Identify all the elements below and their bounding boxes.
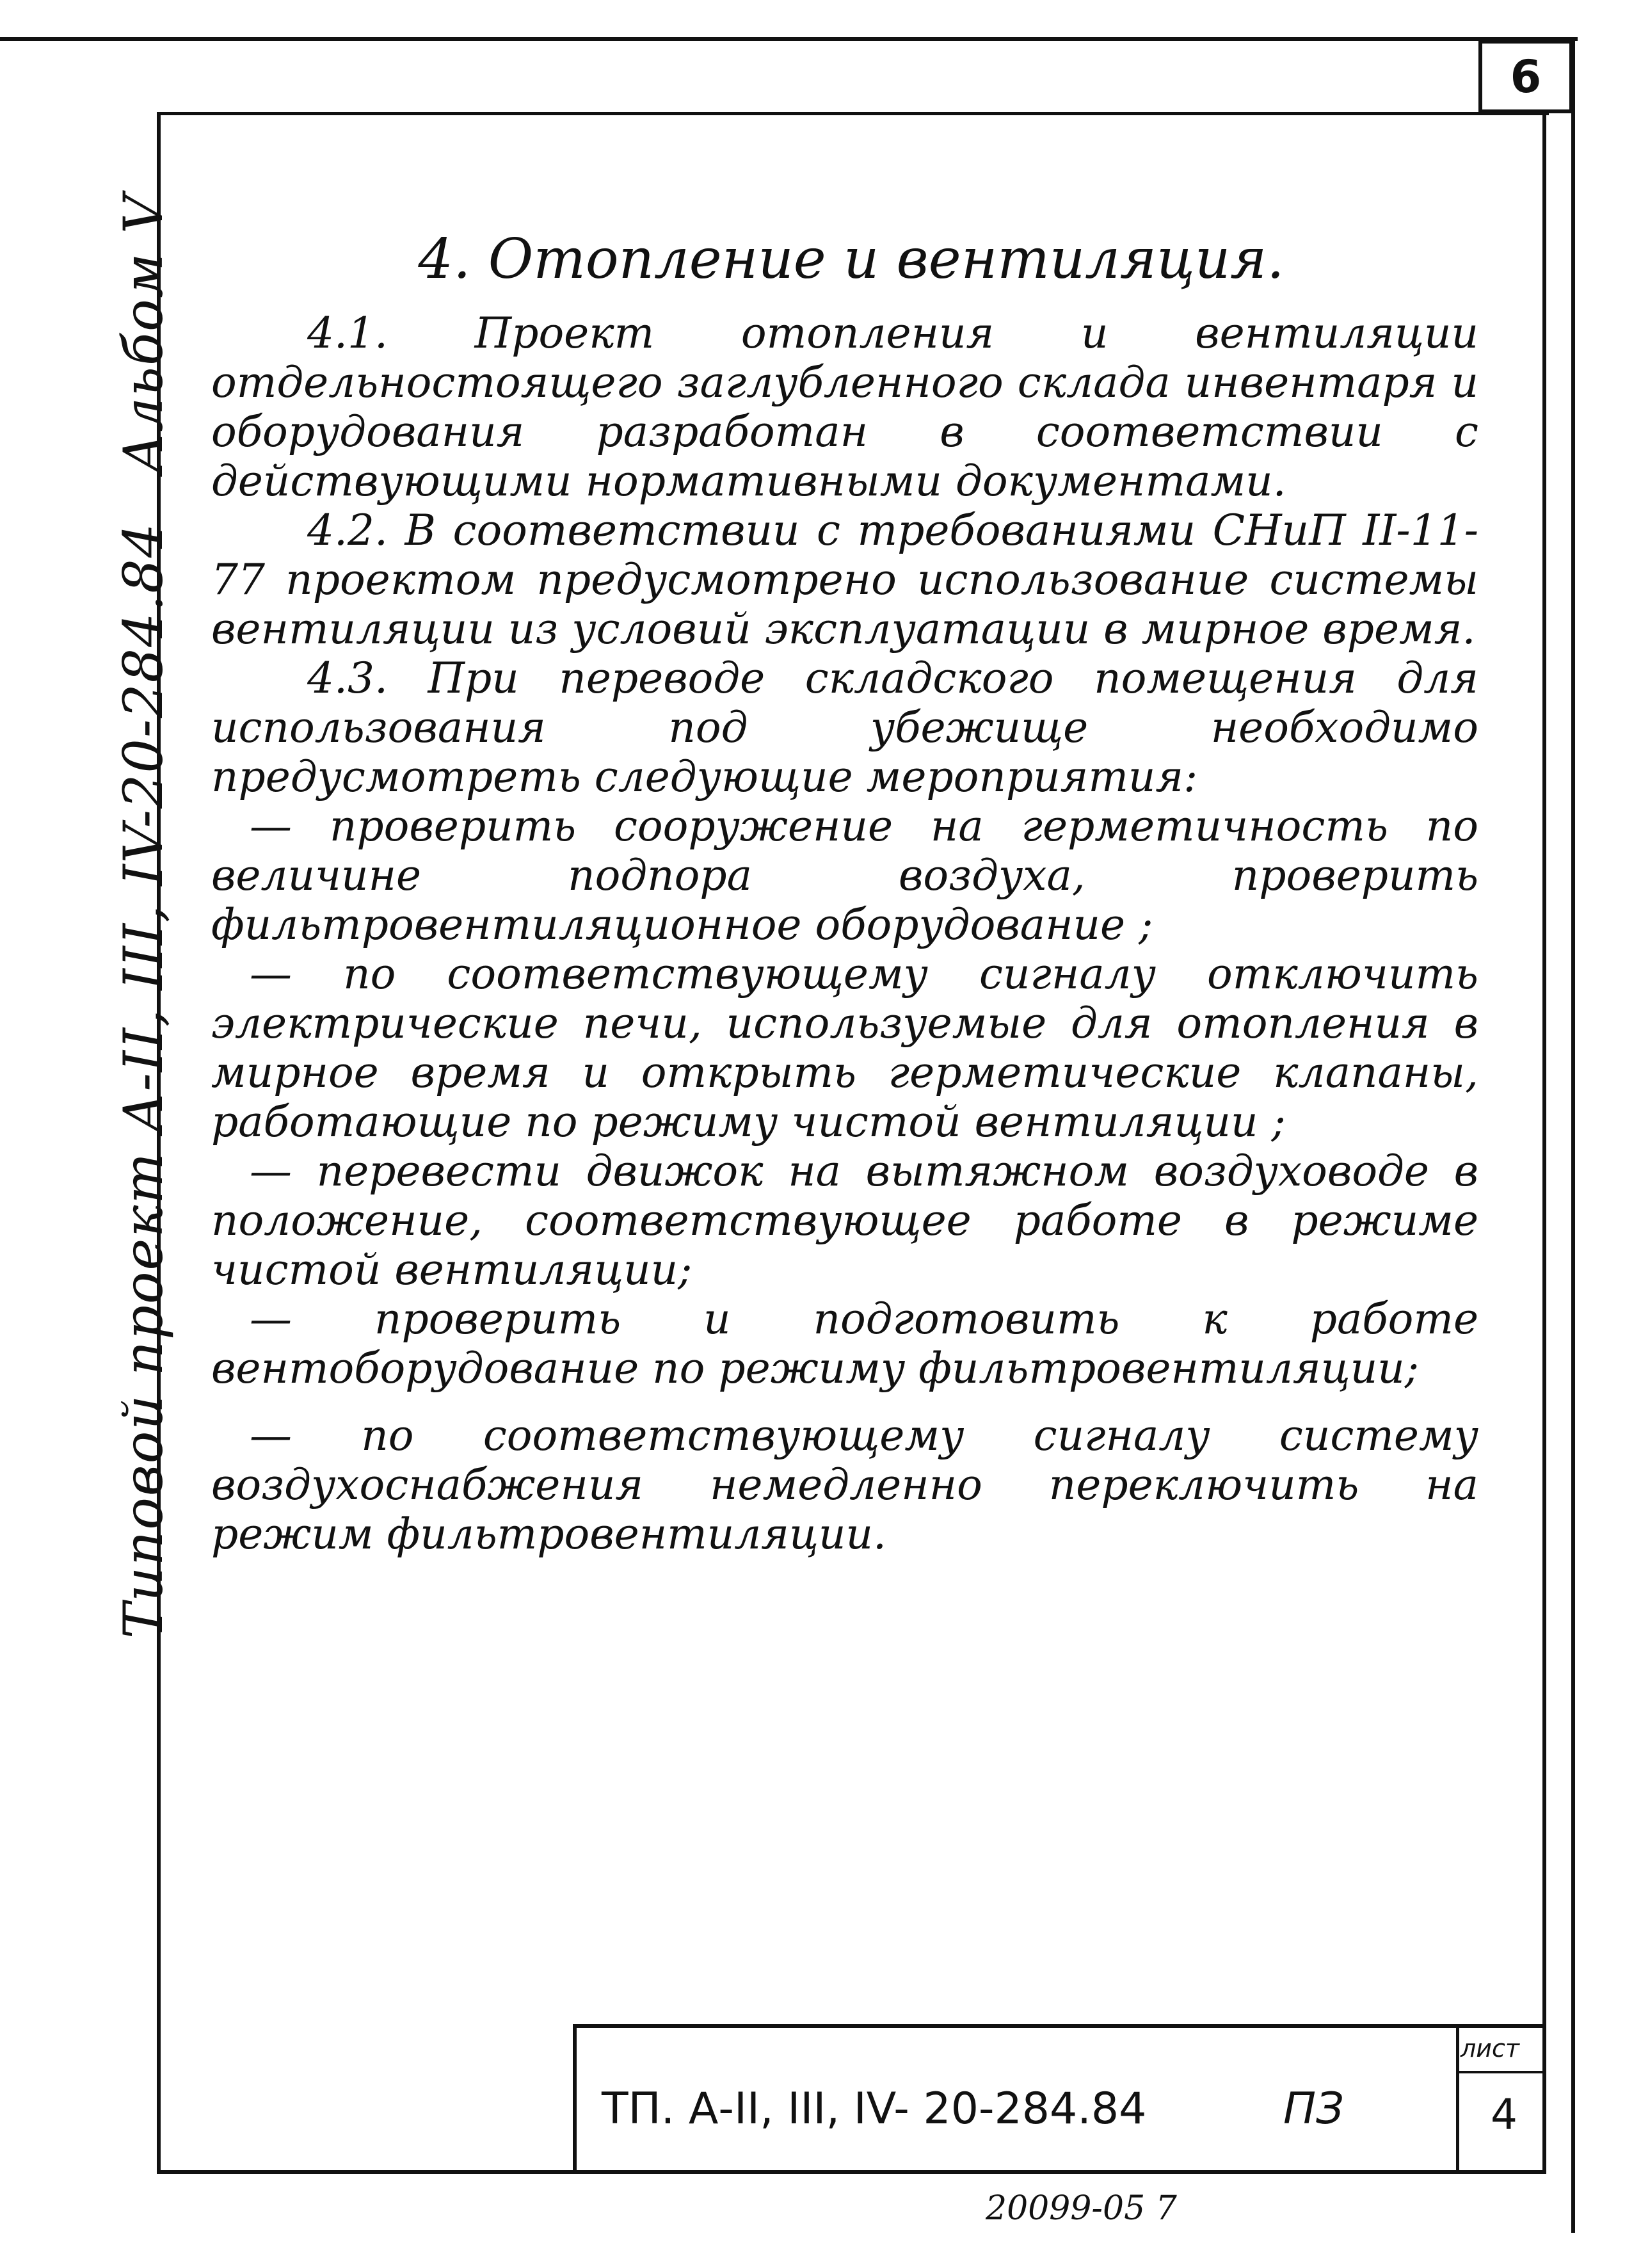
document-body (211, 224, 1478, 1559)
stamp-section-code: ПЗ (1283, 2084, 1344, 2134)
side-album-label: Альбом V (112, 193, 175, 474)
stamp-sheet-label-line (1456, 2071, 1546, 2073)
stamp-left-line (573, 2024, 577, 2174)
stamp-sheet-label: лист (1461, 2034, 1520, 2063)
stamp-sheet-value: 4 (1491, 2090, 1517, 2139)
measure-item: — проверить и подготовить к работе вентоборудование по режиму фильтровентиляции; (211, 1294, 1478, 1393)
paragraph-4-2: 4.2. В соответствии с требованиями СНиП II-11-77 проектом предусмотрено использование системы вентиляции из условий эксплуатации в мирное время. (211, 506, 1478, 654)
section-title: 4. Отопление и вентиляция. (418, 227, 1285, 291)
archive-number: 20099-05 7 (986, 2189, 1177, 2228)
inner-right-line (1542, 112, 1546, 2173)
sheet-number-box (1478, 40, 1573, 113)
paragraph-4-1: 4.1. Проект отопления и вентиляции отдельностоящего заглубленного склада инвентаря и оборудования разработан в соответствии с действующими нормативными документами. (211, 309, 1478, 506)
inner-bottom-line (157, 2170, 1546, 2174)
paragraph-4-3: 4.3. При переводе складского помещения для использования под убежище необходимо предусмотреть следующие мероприятия: (211, 654, 1478, 801)
stamp-top-line (573, 2024, 1546, 2028)
top-border-line (0, 37, 1578, 41)
measure-item: — проверить сооружение на герметичность по величине подпора воздуха, проверить фильтровентиляционное оборудование ; (211, 801, 1478, 949)
measure-item: — по соответствующему сигналу отключить электрические печи, используемые для отопления в мирное время и открыть герметические клапаны, работающие по режиму чистой вентиляции ; (211, 949, 1478, 1146)
stamp-sheet-divider (1456, 2024, 1459, 2174)
side-project-label: Типовой проект А-II, III, IV-20-284.84 (112, 522, 175, 1639)
measure-item: — перевести движок на вытяжном воздуховоде в положение, соответствующее работе в режиме чистой вентиляции; (211, 1146, 1478, 1294)
sheet-number: 6 (1510, 50, 1542, 103)
right-border-line (1571, 37, 1575, 2233)
inner-top-line (157, 112, 1549, 115)
measure-item: — по соответствующему сигналу систему воздухоснабжения немедленно переключить на режим фильтровентиляции. (211, 1411, 1478, 1559)
stamp-document-code: ТП. А-II, III, IV- 20-284.84 (602, 2084, 1147, 2134)
